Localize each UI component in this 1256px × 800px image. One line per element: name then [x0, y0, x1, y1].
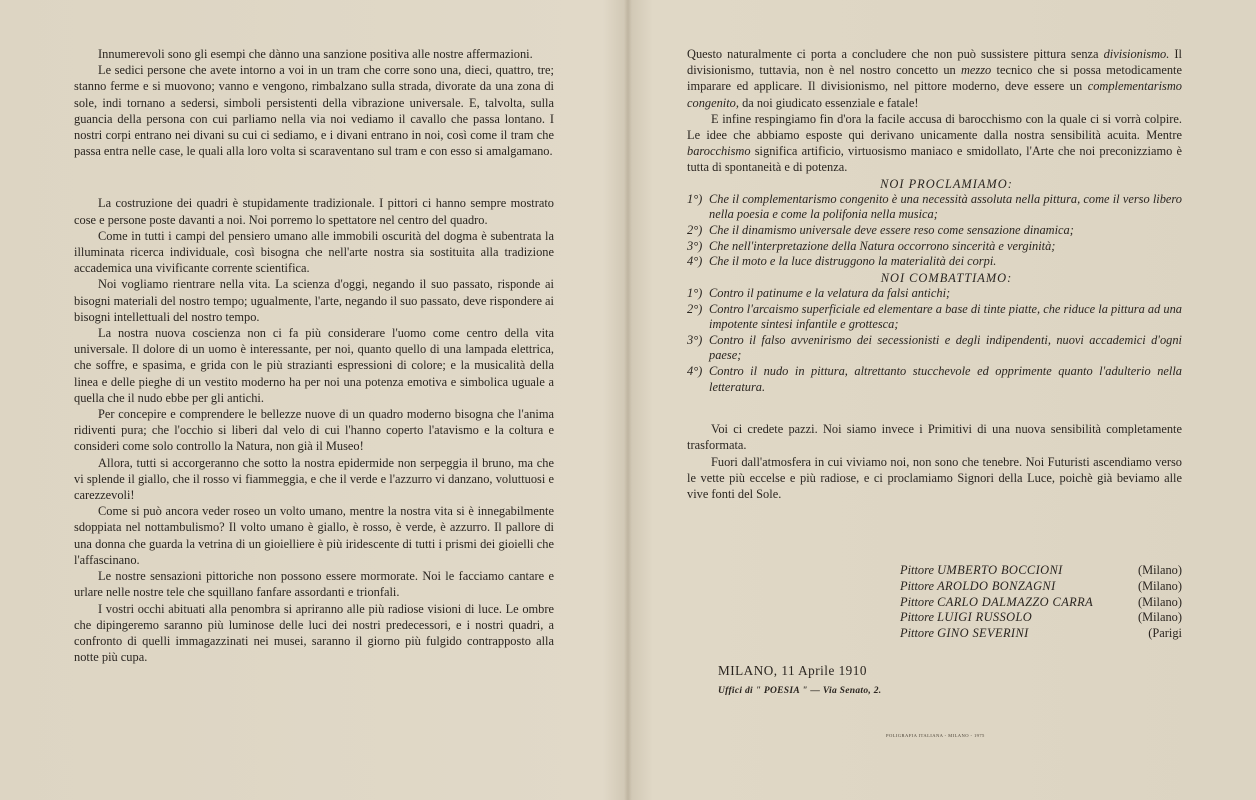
- signatory-role: Pittore: [900, 578, 934, 593]
- proclaim-list: [687, 192, 1182, 270]
- signature-line: [900, 626, 1182, 642]
- combat-list: [687, 286, 1182, 395]
- emphasis: complementarismo congenito,: [687, 79, 1182, 110]
- closing-section: [687, 421, 1182, 502]
- intro-paragraph: [687, 46, 1182, 111]
- emphasis: divisionismo.: [1103, 47, 1170, 61]
- date-line: MILANO, 11 Aprile 1910: [718, 663, 867, 678]
- signature-line: [900, 579, 1182, 595]
- list-item: [687, 286, 1182, 302]
- left-text-column: [74, 46, 554, 665]
- signatory-name: GINO SEVERINI: [937, 626, 1029, 641]
- paragraph: Voi ci credete pazzi. Noi siamo invece i Primitivi di una nuova sensibilità completamente trasformata.: [687, 422, 1182, 453]
- list-item: [687, 239, 1182, 255]
- item-number: 1°): [687, 286, 703, 300]
- signatory: [900, 595, 1093, 611]
- text-run: E infine respingiamo fin d'ora la facile accusa di barocchismo con la quale ci si vorrà colpire. Le idee che abbiamo esposte qui derivano unicamente dalla nostra sensibilità acuita. Mentre: [687, 111, 1182, 143]
- signatory-role: Pittore: [900, 626, 934, 641]
- paragraph: Le sedici persone che avete intorno a voi in un tram che corre sono una, dieci, quattro, tre; stanno ferme e si muovono; vanno e vengono, rimbalzano sulla strada, divorate da una zona di sole, indi tornano a sedersi, simboli persistenti della vibrazione universale. E, talvolta, sulla guancia della persona con cui parliamo nella via noi vediamo il cavallo che passa lontano. I nostri corpi entrano nei divani su cui ci sediamo, e i divani entrano in noi, così come il tram che passa entra nelle case, le quali alla loro volta si scaraventano sul tram e con esso si amalgamano.: [74, 63, 554, 159]
- paragraph: Allora, tutti si accorgeranno che sotto la nostra epidermide non serpeggia il bruno, ma che vi splende il giallo, che il rosso vi fiammeggia, e che il verde e l'azzurro vi danzano, voluttuosi e carezzevoli!: [74, 455, 554, 503]
- emphasis: mezzo: [960, 63, 992, 78]
- signatory-name: LUIGI RUSSOLO: [937, 610, 1033, 625]
- paragraph: Per concepire e comprendere le bellezze nuove di un quadro moderno bisogna che l'anima ridiventi pura; che l'occhio si liberi dal velo di cui l'hanno coperto l'atavismo e la coltura e consideri come solo controllo la Natura, non già il Museo!: [74, 407, 554, 454]
- item-number: 3°): [687, 332, 703, 347]
- item-text: Contro l'arcaismo superficiale ed elementare a base di tinte piatte, che riduce la pittura ad una impotente sintesi infantile e grottesca;: [709, 301, 1182, 332]
- right-text-column: [687, 46, 1182, 502]
- paragraph: Come si può ancora veder roseo un volto umano, mentre la nostra vita si è innegabilmente sdoppiata nel nottambulismo? Il volto umano è giallo, è rosso, è verde, è azzurro. Il pallore di una donna che guarda la vetrina di un gioielliere è più iridescente di tutti i prismi dei gioielli che l'affascinano.: [74, 504, 554, 567]
- item-text: Che nell'interpretazione della Natura occorrono sincerità e verginità;: [709, 238, 1056, 253]
- list-item: [687, 192, 1182, 223]
- list-item: [687, 364, 1182, 395]
- address-line: Uffici di " POESIA " — Via Senato, 2.: [718, 686, 882, 696]
- list-item: [687, 223, 1182, 239]
- paragraph: Fuori dall'atmosfera in cui viviamo noi, non sono che tenebre. Noi Futuristi ascendiamo verso le vette più eccelse e più radiose, e ci proclamiamo Signori della Luce, poichè già beviamo alle vive fonti del Sole.: [687, 454, 1182, 501]
- list-item: [687, 333, 1182, 364]
- text-run: tecnico che si possa metodicamente imparare ed applicare. Il divisionismo, nel pittore moderno, deve essere un: [687, 63, 1182, 94]
- item-text: Contro il falso avvenirismo dei secessionisti e degli indipendenti, nuovi accademici d'ogni paese;: [709, 332, 1182, 363]
- signatory-role: Pittore: [900, 563, 934, 577]
- signature-line: [900, 595, 1182, 611]
- proclaim-heading: NOI PROCLAMIAMO:: [880, 176, 1013, 191]
- text-run: Questo naturalmente ci porta a concludere che non può sussistere pittura senza: [687, 47, 1104, 61]
- item-text: Contro il patinume e la velatura da falsi antichi;: [709, 286, 951, 300]
- left-page: [0, 0, 624, 800]
- item-number: 2°): [687, 223, 703, 238]
- item-number: 1°): [687, 191, 703, 206]
- paragraph: La nostra nuova coscienza non ci fa più considerare l'uomo come centro della vita universale. Il dolore di un uomo è interessante, per noi, quanto quello di una lampada elettrica, che soffre, e spasima, e grida con le più strazianti espressioni di colore; e la musicalità della linea e delle pieghe di un vestito moderno ha per noi una potenza emotiva e simbolica uguale a quella che il nudo ebbe per gli antichi.: [74, 326, 554, 405]
- combat-heading: NOI COMBATTIAMO:: [880, 270, 1013, 285]
- page-fold: [624, 0, 632, 800]
- item-text: Che il dinamismo universale deve essere reso come sensazione dinamica;: [709, 223, 1074, 238]
- right-page: [632, 0, 1256, 800]
- signatory-name: UMBERTO BOCCIONI: [937, 563, 1063, 577]
- signatory-role: Pittore: [900, 594, 934, 609]
- signatory-name: CARLO DALMAZZO CARRA: [937, 594, 1094, 609]
- section-gap: [74, 159, 554, 195]
- paragraph: Come in tutti i campi del pensiero umano alle immobili oscurità del dogma è subentrata la illuminata ricerca individuale, così bisogna che nell'arte nostra sia sostituita alla tradizione accademica una vivificante corrente scientifica.: [74, 228, 554, 276]
- signatory-city: (Milano): [1137, 578, 1182, 593]
- paragraph: Innumerevoli sono gli esempi che dànno una sanzione positiva alle nostre affermazioni.: [98, 47, 533, 61]
- emphasis: barocchismo: [687, 144, 751, 159]
- paragraph: La costruzione dei quadri è stupidamente tradizionale. I pittori ci hanno sempre mostrato cose e persone poste davanti a noi. Noi porremo lo spettatore nel centro del quadro.: [74, 196, 554, 227]
- item-number: 4°): [687, 363, 703, 378]
- intro-paragraph: [687, 111, 1182, 176]
- signatory-role: Pittore: [900, 610, 934, 625]
- signatory-city: (Parigi: [1148, 626, 1182, 641]
- list-item: [687, 254, 1182, 270]
- signature-line: [900, 563, 1182, 579]
- signatory-city: (Milano): [1137, 563, 1182, 577]
- item-text: Che il moto e la luce distruggono la materialità dei corpi.: [709, 254, 997, 269]
- signatory-city: (Milano): [1137, 594, 1182, 609]
- text-run: significa artificio, virtuosismo maniaco e smidollato, l'Arte che noi preconizziamo è tutta di spontaneità e di potenza.: [687, 144, 1182, 175]
- item-number: 3°): [687, 238, 703, 253]
- item-text: Che il complementarismo congenito è una necessità assoluta nella pittura, come il verso libero nella poesia e come la polifonia nella musica;: [709, 191, 1182, 222]
- signatory: [900, 610, 1032, 626]
- item-number: 2°): [687, 301, 703, 316]
- signature-line: [900, 610, 1182, 626]
- paragraph: Le nostre sensazioni pittoriche non possono essere mormorate. Noi le facciamo cantare e urlare nelle nostre tele che squillano fanfare assordanti e trionfali.: [74, 569, 554, 600]
- text-run: da noi giudicato essenziale e fatale!: [738, 95, 919, 110]
- text-run: Il divisionismo, tuttavia, non è nel nostro concetto un: [687, 47, 1182, 78]
- printer-imprint: POLIGRAFIA ITALIANA - MILANO - 1975: [886, 733, 985, 738]
- signatory: [900, 563, 1063, 579]
- signatory: [900, 579, 1056, 595]
- paragraph: Noi vogliamo rientrare nella vita. La scienza d'oggi, negando il suo passato, risponde ai bisogni materiali del nostro tempo; ugualmente, l'arte, negando il suo passato, deve rispondere ai bisogni intellettuali del nostro tempo.: [74, 277, 554, 324]
- paragraph: I vostri occhi abituati alla penombra si apriranno alle più radiose visioni di luce. Le ombre che dipingeremo saranno più luminose delle luci dei nostri predecessori, e i nostri quadri, a confronto di quelli immagazzinati nei musei, saranno il giorno più fulgido contrapposto alla notte più cupa.: [74, 601, 554, 665]
- signatory-city: (Milano): [1137, 610, 1182, 625]
- item-number: 4°): [687, 254, 703, 269]
- item-text: Contro il nudo in pittura, altrettanto stucchevole ed opprimente quanto l'adulterio nella letteratura.: [709, 363, 1182, 394]
- list-item: [687, 302, 1182, 333]
- signature-block: [900, 563, 1182, 642]
- signatory: [900, 626, 1029, 642]
- signatory-name: AROLDO BONZAGNI: [937, 578, 1056, 593]
